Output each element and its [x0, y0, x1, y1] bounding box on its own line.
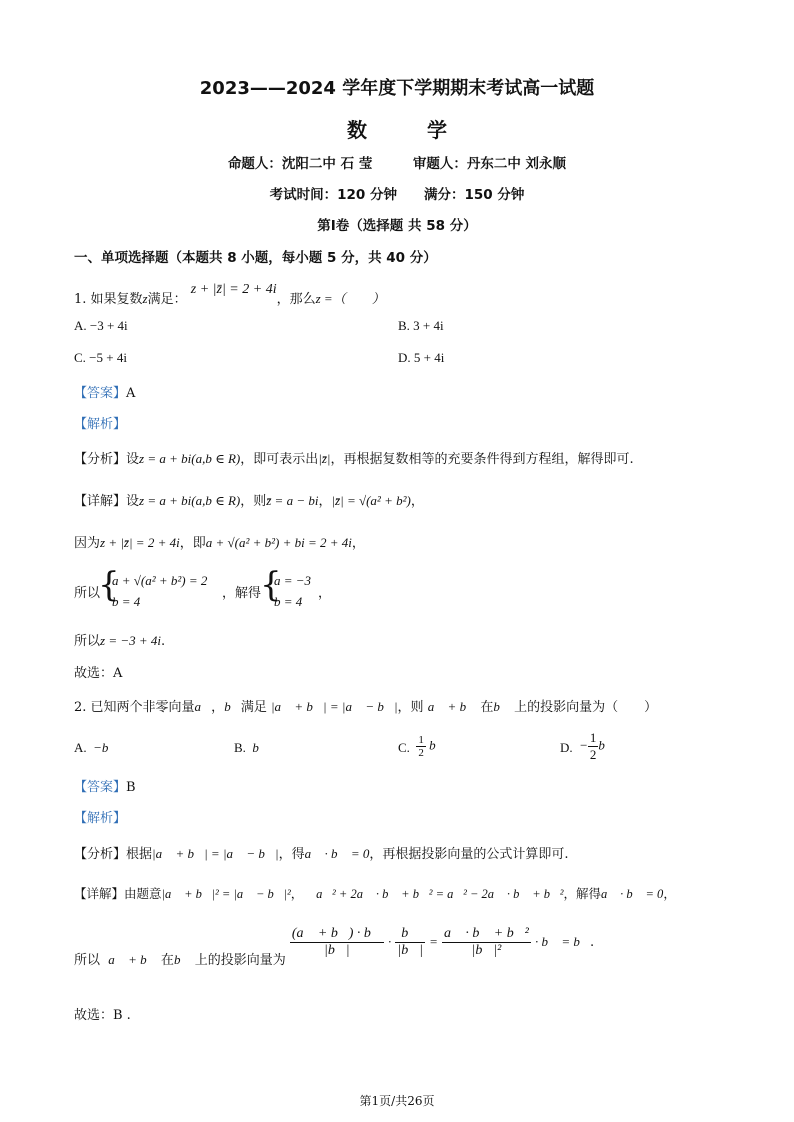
xj-text: ，解得	[563, 886, 602, 901]
projection-result: · b⃗ = b⃗	[534, 934, 590, 949]
proj-text: 上的投影向量为	[194, 953, 286, 968]
answer-tag: 【答案】	[74, 386, 127, 401]
proj-text: 所以	[74, 953, 101, 968]
q2-choose: 故选：B .	[74, 1008, 131, 1023]
fraction	[416, 734, 426, 759]
numerator: 1	[418, 734, 424, 746]
denominator: |b⃗|²	[471, 943, 502, 958]
fenxi-text: 根据	[126, 847, 153, 862]
line-text: ，解得	[222, 586, 262, 601]
q2-option-c[interactable]	[398, 734, 446, 759]
answer-value: B	[126, 780, 136, 795]
line-math: a + √(a² + b²) + bi = 2 + 4i	[205, 535, 352, 550]
q1-line2	[74, 532, 365, 551]
q1-option-b[interactable]	[398, 318, 444, 334]
fenxi-math: z = a + bi(a,b ∈ R)	[139, 451, 241, 466]
fenxi-text: ，得	[278, 847, 305, 862]
fenxi-text: ，即可表示出	[240, 452, 319, 467]
fenxi-text: 设	[126, 452, 140, 467]
xj-text: 设	[126, 494, 140, 509]
xj-math: z = a + bi(a,b ∈ R)	[139, 493, 241, 508]
option-label: A.	[74, 318, 87, 333]
q1-answer	[74, 382, 135, 401]
left-brace-symbol: {	[260, 565, 282, 605]
q1-line3	[74, 565, 332, 614]
system-row: a = −3	[274, 573, 312, 588]
q1-option-c[interactable]	[74, 350, 127, 366]
q1-condition: z + |z̄| = 2 + 4i	[190, 282, 277, 297]
option-text: −5 + 4i	[89, 350, 127, 365]
line-text: 所以	[74, 586, 101, 601]
stem-text: ，则	[397, 700, 424, 715]
line-text: 所以	[74, 634, 101, 649]
answer-value: A	[126, 386, 136, 401]
equals-sign: =	[429, 934, 438, 949]
denominator: 2	[589, 747, 597, 762]
numerator: a⃗ · b⃗ + b⃗²	[444, 926, 529, 941]
system-row: b = 4	[274, 594, 303, 609]
proj-text: 在	[160, 953, 174, 968]
fenxi-tag: 【分析】	[74, 452, 127, 467]
option-label: D.	[398, 350, 411, 365]
q2-analysis-tag: 【解析】	[74, 811, 127, 826]
fenxi-text: ，再根据复数相等的充要条件得到方程组，解得即可.	[330, 452, 634, 467]
vector-sum: a⃗ + b⃗	[427, 699, 477, 714]
system-row: a + √(a² + b²) = 2	[112, 573, 208, 588]
q2-projection-line	[74, 926, 594, 984]
system-row: b = 4	[112, 594, 141, 609]
numerator: b⃗	[395, 926, 425, 943]
stem-text: 在	[480, 700, 494, 715]
stem-text: 上的投影向量为（ ）	[514, 700, 658, 715]
option-text: 3 + 4i	[413, 318, 444, 333]
time-score-line: 考试时间：120 分钟 满分：150 分钟	[269, 187, 525, 203]
question-1-stem	[74, 278, 385, 310]
option-text: b⃗	[429, 737, 446, 753]
q2-option-d[interactable]	[560, 730, 615, 763]
volume-line: 第Ⅰ卷（选择题 共 58 分）	[317, 218, 477, 234]
fenxi-text: ，再根据投影向量的公式计算即可.	[369, 847, 569, 862]
vector-b: b⃗	[493, 699, 510, 714]
fenxi-tag: 【分析】	[74, 847, 127, 862]
xj-text: ，	[318, 494, 332, 509]
question-2-stem	[74, 696, 657, 715]
q1-ask: z =（ ）	[315, 291, 385, 306]
q1-line4	[74, 630, 165, 649]
denominator: |b⃗|	[324, 943, 350, 958]
section-heading: 一、单项选择题（本题共 8 小题，每小题 5 分，共 40 分）	[74, 250, 437, 266]
stem-text: 2. 已知两个非零向量	[74, 700, 195, 715]
page-footer: 第1页/共26页	[359, 1094, 435, 1108]
authors-line: 命题人：沈阳二中 石 莹 审题人：丹东二中 刘永顺	[227, 156, 567, 172]
fenxi-abs: |z̄|	[318, 451, 331, 466]
q2-option-a[interactable]	[74, 740, 119, 756]
option-label: B.	[234, 740, 246, 755]
subject-title: 数 学	[347, 118, 447, 142]
vector-b: b⃗	[224, 699, 241, 714]
left-brace-symbol: {	[98, 565, 120, 605]
xj-math: |z̄| = √(a² + b²)	[331, 493, 411, 508]
xj-math: z̄ = a − bi	[266, 493, 319, 508]
option-label: D.	[560, 740, 573, 756]
xj-text: ，	[663, 886, 676, 901]
fraction	[588, 730, 599, 763]
xj-text: ，	[410, 494, 424, 509]
option-label: C.	[74, 350, 86, 365]
line-text: 因为	[74, 536, 101, 551]
line-text: .	[161, 634, 166, 649]
answer-tag: 【答案】	[74, 780, 127, 795]
q1-fenxi	[74, 448, 634, 467]
xj-math: |a⃗ + b⃗|² = |a⃗ − b⃗|²	[161, 887, 291, 901]
q1-stem-var: z	[142, 291, 148, 306]
stem-text: ，	[211, 700, 225, 715]
q1-analysis-tag: 【解析】	[74, 417, 127, 432]
q1-choose: 故选：A	[74, 666, 123, 681]
projection-fraction-1	[290, 926, 384, 959]
line-math: z = −3 + 4i	[100, 633, 162, 648]
option-text: 5 + 4i	[413, 350, 445, 365]
xiangjie-tag: 【详解】	[74, 886, 125, 901]
option-label: A.	[74, 740, 87, 755]
q1-xiangjie	[74, 490, 424, 509]
vector-b: b⃗	[173, 952, 191, 967]
xiangjie-tag: 【详解】	[74, 494, 127, 509]
denominator: 2	[418, 747, 424, 759]
fenxi-math: |a⃗ + b⃗| = |a⃗ − b⃗|	[152, 846, 279, 861]
line-text: ，	[318, 586, 332, 601]
numerator: (a⃗ + b⃗) · b⃗	[291, 926, 382, 941]
xj-text: ，则	[240, 494, 267, 509]
line-text: ，	[351, 536, 365, 551]
projection-fraction-3	[442, 926, 531, 959]
q1-option-d[interactable]	[398, 350, 444, 366]
equation-system-2	[274, 570, 311, 612]
option-text: −3 + 4i	[89, 318, 128, 333]
option-text: b⃗	[252, 740, 270, 755]
vector-a: a⃗	[194, 699, 212, 714]
q2-answer	[74, 776, 136, 795]
q1-stem-post: ，那么	[276, 292, 316, 307]
fenxi-math: a⃗ · b⃗ = 0	[304, 846, 370, 861]
q2-option-b[interactable]	[234, 740, 269, 756]
option-text: −b⃗	[93, 740, 119, 755]
q2-condition: |a⃗ + b⃗| = |a⃗ − b⃗|	[270, 699, 398, 714]
option-text: b⃗	[598, 737, 616, 753]
dot-operator: ·	[387, 934, 392, 949]
line-math: z + |z̄| = 2 + 4i	[100, 535, 180, 550]
xj-text: ，	[290, 886, 304, 901]
vector-sum: a⃗ + b⃗	[108, 952, 157, 967]
option-label: B.	[398, 318, 410, 333]
xj-math: a⃗ · b⃗ = 0	[601, 887, 664, 901]
q1-option-a[interactable]	[74, 318, 128, 334]
option-label: C.	[398, 740, 410, 756]
xj-math: ∴ a⃗² + 2a⃗ · b⃗ + b⃗² = a⃗² − 2a⃗ · b⃗ + b⃗²	[303, 887, 564, 901]
equation-system-1	[112, 570, 207, 612]
exam-title: 2023——2024 学年度下学期期末考试高一试题	[199, 78, 595, 99]
option-sign: −	[579, 737, 588, 753]
q2-fenxi	[74, 843, 569, 862]
numerator: 1	[589, 730, 597, 745]
projection-fraction-2	[395, 926, 425, 959]
q1-stem-mid: 满足：	[147, 292, 187, 307]
line-text: ，即	[179, 536, 206, 551]
denominator: |b⃗|	[397, 943, 423, 958]
q2-xiangjie	[74, 884, 676, 902]
xj-text: 由题意	[124, 886, 162, 901]
q1-stem-pre: 1. 如果复数	[74, 292, 143, 307]
stem-text: 满足	[240, 700, 267, 715]
proj-text: .	[589, 935, 595, 950]
